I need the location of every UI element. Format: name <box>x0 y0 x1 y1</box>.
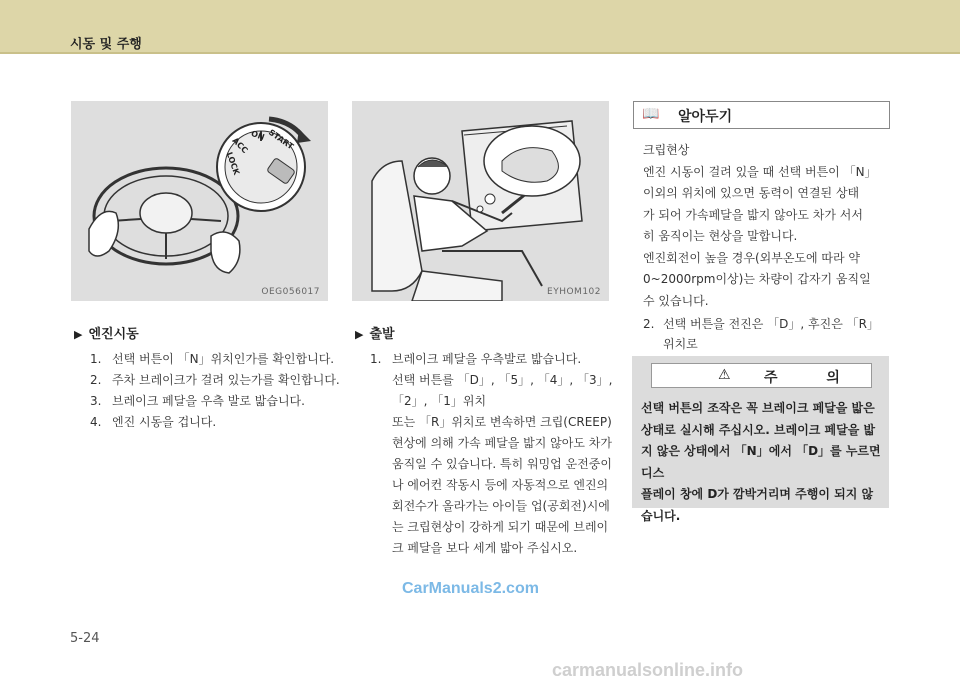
triangle-bullet-icon: ▶ <box>355 328 364 341</box>
watermark-link[interactable]: CarManuals2.com <box>402 580 539 597</box>
ignition-figure <box>71 101 328 301</box>
step-text: 선택 버튼이 「N」위치인가를 확인합니다. <box>112 352 335 366</box>
engine-start-steps <box>90 349 340 433</box>
step-text <box>392 349 615 559</box>
text-line: 선택 버튼의 조작은 꼭 브레이크 페달을 밟은 <box>641 401 875 415</box>
text-line: 크립현상 <box>643 143 690 157</box>
list-item <box>90 412 340 433</box>
step-text: 주차 브레이크가 걸려 있는가를 확인합니다. <box>112 373 340 387</box>
caution-label: 주 의 <box>764 370 862 386</box>
text-line: 지 않은 상태에서 「N」에서 「D」를 누르면 디스 <box>641 444 881 480</box>
ignition-illustration <box>71 101 328 301</box>
note-header <box>633 101 890 129</box>
acc-label: ACC <box>230 135 250 156</box>
section-title: 시동 및 주행 <box>70 37 142 52</box>
text-line: 브레이크 페달을 우측발로 밟습니다. <box>392 352 582 366</box>
on-label: ON <box>249 128 266 143</box>
engine-start-heading <box>74 323 139 342</box>
text-line: 크 페달을 보다 세게 밟아 주십시오. <box>392 541 578 555</box>
list-item <box>90 391 340 412</box>
engine-start-title: 엔진시동 <box>88 327 139 342</box>
step-text: 엔진 시동을 겁니다. <box>112 415 217 429</box>
text-line: 움직일 수 있습니다. 특히 워밍업 운전중이 <box>392 457 612 471</box>
warning-triangle-icon: ⚠ <box>718 367 731 383</box>
text-line: 또는 「R」위치로 변속하면 크립(CREEP) <box>392 415 612 429</box>
text-line: 엔진 시동이 걸려 있을 때 선택 버튼이 「N」 <box>643 164 877 179</box>
text-line: 는 크립현상이 강하게 되기 때문에 브레이 <box>392 520 609 534</box>
driver-figure <box>352 101 609 301</box>
driver-illustration <box>352 101 609 301</box>
text-line: 선택 버튼를 「D」, 「5」, 「4」, 「3」, 「2」, 「1」위치 <box>392 373 613 408</box>
text-line: 회전수가 올라가는 아이들 업(공회전)시에 <box>392 499 610 513</box>
note-title: 알아두기 <box>678 109 733 125</box>
header-divider <box>0 52 960 54</box>
text-line: 히 움직이는 현상을 말합니다. <box>643 229 798 243</box>
lock-label: LOCK <box>224 150 242 177</box>
step-text: 브레이크 페달을 우측 발로 밟습니다. <box>112 394 305 408</box>
figure-code: OEG056017 <box>261 287 320 297</box>
text-line: 0~2000rpm이상)는 차량이 갑자기 움직일 <box>643 272 871 286</box>
page-header <box>0 0 960 52</box>
note-body <box>643 140 889 312</box>
text-line: 나 에어컨 작동시 등에 자동적으로 엔진의 <box>392 478 609 492</box>
step-number: 4. <box>90 415 102 429</box>
text-line: 가 되어 가속페달을 밟지 않아도 차가 서서 <box>643 207 863 222</box>
text-line: 수 있습니다. <box>643 293 709 308</box>
caution-body <box>641 398 881 527</box>
departure-title: 출발 <box>369 327 395 342</box>
figure-code: EYHOM102 <box>547 287 601 297</box>
step-number: 1. <box>90 352 102 366</box>
step-number: 3. <box>90 394 102 408</box>
text-line: 이외의 위치에 있으면 동력이 연결된 상태 <box>643 186 860 200</box>
step-number: 1. <box>370 352 382 366</box>
page-number: 5-24 <box>70 631 100 646</box>
text-line: 선택 버튼을 전진은 「D」, 후진은 「R」 위치로 <box>663 317 879 351</box>
start-label: START <box>266 127 296 152</box>
caution-box <box>632 356 889 523</box>
text-line: 플레이 창에 D가 깜박거리며 주행이 되지 않 <box>641 487 874 501</box>
step-number: 2. <box>643 317 655 331</box>
list-item <box>370 349 615 559</box>
text-line: 현상에 의해 가속 페달을 밟지 않아도 차가 <box>392 436 612 450</box>
list-item <box>90 370 340 391</box>
departure-steps <box>370 349 615 559</box>
departure-heading <box>355 323 395 342</box>
list-item <box>90 349 340 370</box>
step-number: 2. <box>90 373 102 387</box>
text-line: 상태로 실시해 주십시오. 브레이크 페달을 밟 <box>641 422 876 437</box>
text-line: 엔진회전이 높을 경우(외부온도에 따라 약 <box>643 250 861 265</box>
book-icon: 📖 <box>642 106 660 122</box>
caution-header <box>651 363 872 388</box>
text-line: 습니다. <box>641 508 681 523</box>
footer-watermark: carmanualsonline.info <box>552 660 744 680</box>
triangle-bullet-icon: ▶ <box>74 328 83 341</box>
